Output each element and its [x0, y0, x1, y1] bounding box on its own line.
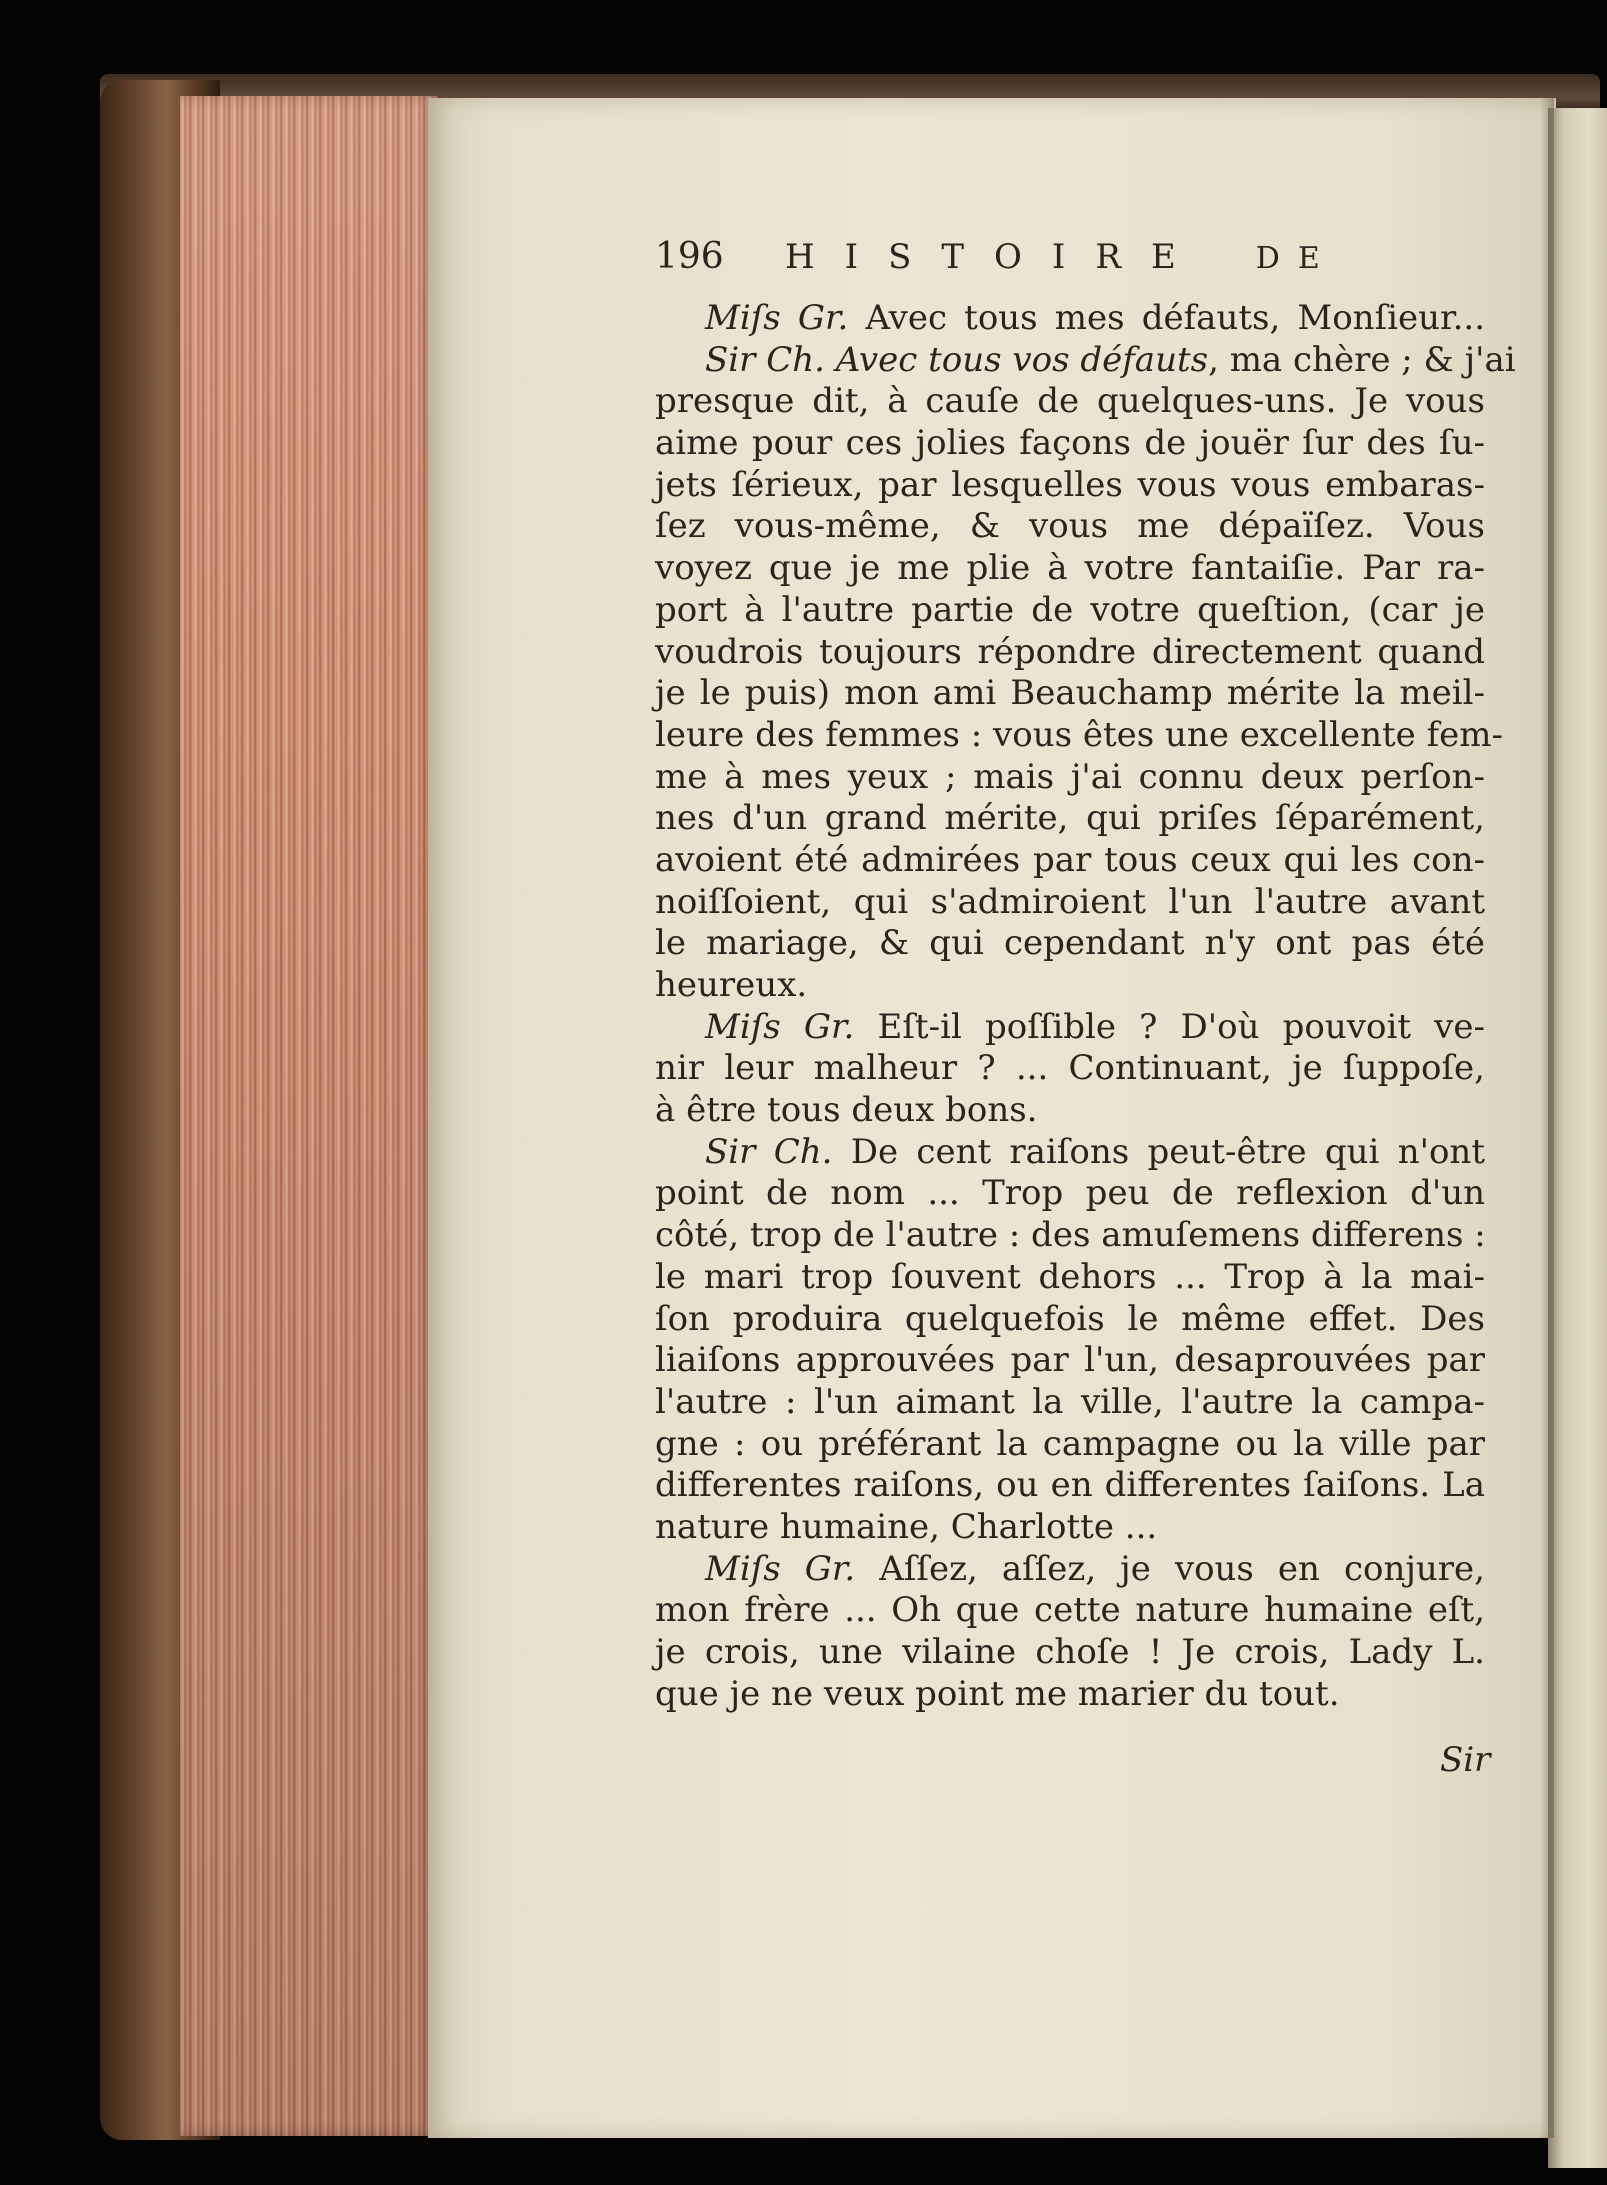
line-text: noiſſoient, qui s'admiroient l'un l'autre avant [655, 881, 1485, 922]
line-text: Avec tous mes défauts, Monſieur... [848, 298, 1485, 338]
text-line [655, 1090, 1485, 1132]
text-line [655, 1465, 1485, 1507]
speaker-name: Sir Ch. Avec tous vos défauts [705, 339, 1209, 380]
line-text: jets ſérieux, par lesquelles vous vous embaras- [655, 464, 1485, 505]
line-text: port à l'autre partie de votre queſtion, (car je [655, 589, 1485, 630]
text-line [655, 506, 1485, 548]
text-line [655, 1173, 1485, 1215]
body-text [655, 298, 1516, 1715]
speaker-name: Miſs Gr. [705, 298, 849, 338]
text-line [655, 1257, 1485, 1299]
line-text: que je ne veux point me marier du tout. [655, 1673, 1340, 1714]
text-line [655, 1340, 1485, 1382]
line-text: mon frère ... Oh que cette nature humaine eſt, [655, 1590, 1485, 1631]
text-line [655, 632, 1485, 674]
text-line [655, 1048, 1485, 1090]
text-line [655, 1549, 1485, 1591]
line-text: nir leur malheur ? ... Continuant, je ſuppoſe, [655, 1048, 1485, 1089]
line-text: le mari trop ſouvent dehors ... Trop à la mai- [655, 1256, 1485, 1297]
line-text: point de nom ... Trop peu de reflexion d'un [655, 1173, 1485, 1214]
text-line [655, 339, 1516, 382]
speaker-name: Miſs Gr. [705, 1548, 856, 1589]
page-edges-shading [180, 96, 438, 2136]
text-line [655, 298, 1485, 340]
text-line [655, 1007, 1485, 1049]
text-line [655, 798, 1485, 840]
line-text: differentes raiſons, ou en differentes ſaiſons. La [655, 1465, 1485, 1506]
text-line [655, 423, 1485, 465]
text-line [655, 840, 1485, 882]
line-text: , ma chère ; & j'ai [1208, 339, 1516, 380]
catchword: Sir [1440, 1740, 1491, 1780]
text-line [655, 1299, 1485, 1341]
speaker-name: Sir Ch. [705, 1131, 833, 1172]
line-text: aime pour ces jolies façons de jouër ſur des ſu- [655, 423, 1485, 464]
line-text: nature humaine, Charlotte ... [655, 1506, 1158, 1547]
text-line [655, 548, 1485, 590]
facing-page-strip [1548, 108, 1607, 2168]
text-line [655, 465, 1485, 507]
running-title-suffix: DE [1255, 241, 1338, 276]
text-line [655, 590, 1485, 632]
line-text: me à mes yeux ; mais j'ai connu deux perſon- [655, 756, 1485, 797]
line-text: je crois, une vilaine choſe ! Je crois, Lady L. [655, 1632, 1485, 1672]
page-text-block [655, 236, 1516, 1715]
text-line [655, 1507, 1485, 1549]
speaker-name: Miſs Gr. [705, 1006, 855, 1047]
line-text: l'autre : l'un aimant la ville, l'autre la campa- [655, 1381, 1485, 1422]
line-text: je le puis) mon ami Beauchamp mérite la meil- [655, 673, 1485, 714]
line-text: De cent raiſons peut-être qui n'ont [832, 1131, 1485, 1172]
text-line [655, 1132, 1485, 1174]
line-text: voyez que je me plie à votre fantaiſie. Par ra- [655, 548, 1485, 589]
text-line [655, 923, 1485, 965]
line-text: gne : ou préférant la campagne ou la ville par [655, 1423, 1485, 1464]
text-line [655, 1590, 1485, 1632]
line-text: ſez vous-même, & vous me dépaïſez. Vous [655, 506, 1485, 547]
text-line [655, 1215, 1485, 1257]
text-line [655, 882, 1485, 924]
line-text: voudrois toujours répondre directement quand [655, 631, 1485, 672]
text-line [655, 1382, 1485, 1424]
text-line [655, 965, 1485, 1007]
line-text: nes d'un grand mérite, qui priſes ſéparément, [655, 798, 1485, 839]
text-line [655, 1674, 1485, 1716]
line-text: ſon produira quelquefois le même effet. Des [655, 1298, 1485, 1339]
line-text: le mariage, & qui cependant n'y ont pas été [655, 923, 1485, 964]
line-text: Eſt-il poſſible ? D'où pouvoit ve- [854, 1006, 1485, 1047]
text-line [655, 757, 1485, 799]
line-text: avoient été admirées par tous ceux qui les con- [655, 839, 1485, 880]
page-header [655, 236, 1485, 298]
line-text: Aſſez, aſſez, je vous en conjure, [855, 1548, 1485, 1589]
line-text: liaiſons approuvées par l'un, desaprouvées par [655, 1340, 1485, 1381]
line-text: côté, trop de l'autre : des amuſemens differens : [655, 1215, 1486, 1256]
page-gutter-shadow [1540, 98, 1554, 2138]
running-title: HISTOIRE [785, 237, 1206, 277]
line-text: heureux. [655, 965, 808, 1005]
text-line [655, 381, 1485, 423]
text-line [655, 714, 1504, 757]
text-line [655, 1424, 1485, 1466]
text-line [655, 1632, 1485, 1674]
page-number: 196 [655, 236, 724, 277]
line-text: à être tous deux bons. [655, 1090, 1038, 1131]
line-text: presque dit, à cauſe de quelques-uns. Je vous [655, 381, 1485, 422]
text-line [655, 673, 1485, 715]
line-text: leure des femmes : vous êtes une excellente fem- [655, 714, 1504, 755]
